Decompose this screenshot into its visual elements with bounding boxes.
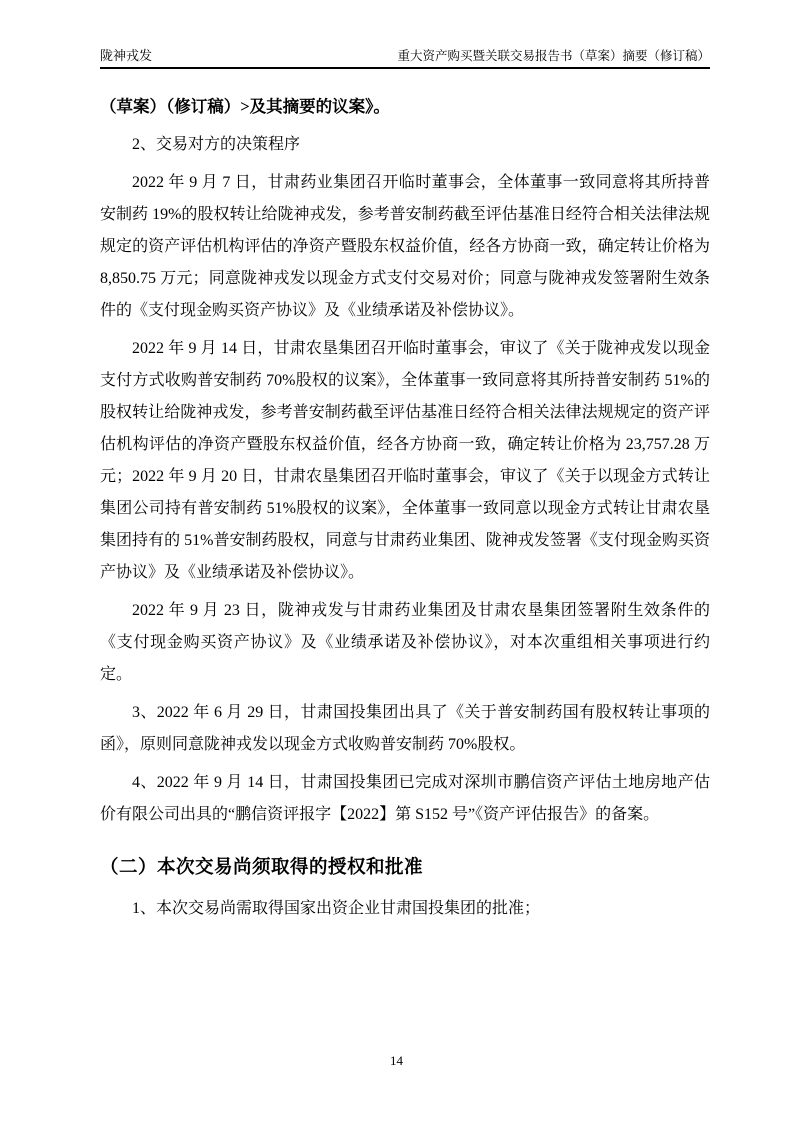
paragraph-pharma-group-board: 2022 年 9 月 7 日，甘肃药业集团召开临时董事会，全体董事一致同意将其所持普安制药 19%的股权转让给陇神戎发，参考普安制药截至评估基准日经符合相关法律法规规定的资产评估机构评估的净资产暨股东权益价值，经各方协商一致，确定转让价格为 8,850.75 万元；同意陇神戎发以现金方式支付交易对价；同意与陇神戎发签署附生效条件的《支付现金购买资产协议》及《业绩承诺及补偿协议》。: [100, 174, 710, 319]
page-footer: [0, 1052, 793, 1070]
paragraph-sasac-letter: 3、2022 年 6 月 29 日，甘肃国投集团出具了《关于普安制药国有股权转让事项的函》，原则同意陇神戎发以现金方式收购普安制药 70%股权。: [100, 704, 710, 753]
section-heading-approvals-required: （二）本次交易尚须取得的授权和批准: [100, 856, 424, 877]
paragraph-appraisal-filing: 4、2022 年 9 月 14 日，甘肃国投集团已完成对深圳市鹏信资产评估土地房地产估价有限公司出具的“鹏信资评报字【2022】第 S152 号”《资产评估报告》的备案。: [100, 774, 710, 823]
document-body: [100, 91, 710, 925]
header-document-title: 重大资产购买暨关联交易报告书（草案）摘要（修订稿）: [397, 49, 710, 63]
list-item-heading-decision-procedure: 2、交易对方的决策程序: [132, 136, 301, 153]
paragraph-lead-continuation: （草案）（修订稿）>及其摘要的议案》。: [100, 97, 390, 116]
paragraph-agreements-signed: 2022 年 9 月 23 日，陇神戎发与甘肃药业集团及甘肃农垦集团签署附生效条件的《支付现金购买资产协议》及《业绩承诺及补偿协议》，对本次重组相关事项进行约定。: [100, 602, 710, 683]
header-company-name: 陇神戎发: [100, 48, 153, 63]
page-number: 14: [390, 1053, 403, 1068]
paragraph-approval-item-1: 1、本次交易尚需取得国家出资企业甘肃国投集团的批准；: [132, 900, 541, 917]
paragraph-agribusiness-group-board: 2022 年 9 月 14 日，甘肃农垦集团召开临时董事会，审议了《关于陇神戎发以现金支付方式收购普安制药 70%股权的议案》，全体董事一致同意将其所持普安制药 51%的股权转让给陇神戎发，参考普安制药截至评估基准日经符合相关法律法规规定的资产评估机构评估的净资产暨股东权益价值，经各方协商一致，确定转让价格为 23,757.28 万元；2022 年 9 月 20 日，甘肃农垦集团召开临时董事会，审议了《关于以现金方式转让集团公司持有普安制药 51%股权的议案》，全体董事一致同意以现金方式转让甘肃农垦集团持有的 51%普安制药股权，同意与甘肃药业集团、陇神戎发签署《支付现金购买资产协议》及《业绩承诺及补偿协议》。: [100, 340, 710, 581]
page-header: [100, 45, 710, 69]
